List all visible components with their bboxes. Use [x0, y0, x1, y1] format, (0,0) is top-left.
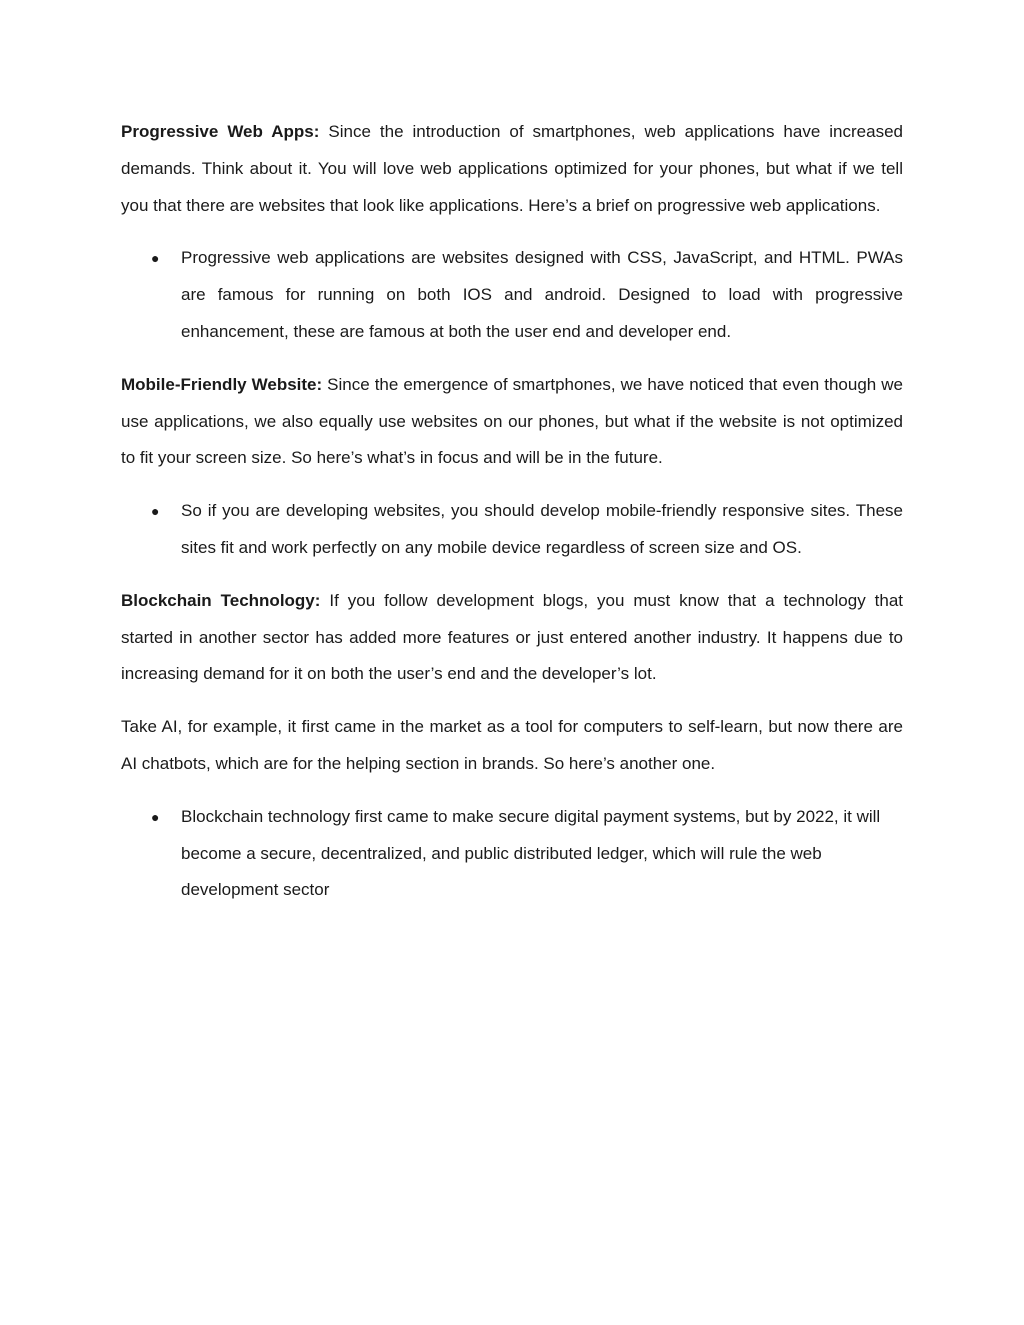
section-mobile-bullets — [121, 493, 903, 567]
section-pwa-term: Progressive Web Apps: — [121, 122, 320, 141]
section-pwa-paragraph — [121, 114, 903, 224]
document-page — [121, 114, 903, 925]
list-item — [121, 493, 903, 567]
section-blockchain-extra-paragraph: Take AI, for example, it first came in the market as a tool for computers to self-learn, but now there are AI chatbots, which are for the helping section in brands. So here’s another one. — [121, 717, 903, 773]
section-blockchain-bullet-text: Blockchain technology first came to make secure digital payment systems, but by 2022, it will become a secure, decentralized, and public distributed ledger, which will rule the web development sector — [181, 806, 881, 900]
section-pwa-text: Since the introduction of smartphones, web applications have increased demands. Think about it. You will love web applications optimized for your phones, but what if we tell you that there are websites that look like applications. Here’s a brief on progressive web applications. — [121, 122, 903, 215]
list-item — [121, 240, 903, 350]
section-blockchain-text: If you follow development blogs, you must know that a technology that started in another sector has added more features or just entered another industry. It happens due to increasing demand for it on both the user’s end and the developer’s lot. — [121, 590, 903, 684]
section-mobile-term: Mobile-Friendly Website: — [121, 374, 323, 394]
bullet-icon: ● — [151, 250, 160, 267]
section-pwa-bullets — [121, 240, 903, 350]
section-blockchain-paragraph — [121, 583, 903, 693]
section-blockchain-term: Blockchain Technology: — [121, 590, 321, 610]
bullet-icon: ● — [151, 808, 160, 825]
section-mobile-bullet-text: So if you are developing websites, you should develop mobile-friendly responsive sites. These sites fit and work perfectly on any mobile device regardless of screen size and OS. — [181, 501, 903, 557]
bullet-icon: ● — [151, 503, 160, 520]
list-item — [121, 799, 903, 909]
section-mobile-paragraph — [121, 367, 903, 477]
section-blockchain-bullets — [121, 799, 903, 909]
section-pwa-bullet-text: Progressive web applications are websites designed with CSS, JavaScript, and HTML. PWAs are famous for running on both IOS and android. Designed to load with progressive enhancement, these are famous at both the user end and developer end. — [181, 248, 903, 341]
section-mobile-text: Since the emergence of smartphones, we have noticed that even though we use applications, we also equally use websites on our phones, but what if the website is not optimized to fit your screen size. So here’s what’s in focus and will be in the future. — [121, 374, 903, 468]
